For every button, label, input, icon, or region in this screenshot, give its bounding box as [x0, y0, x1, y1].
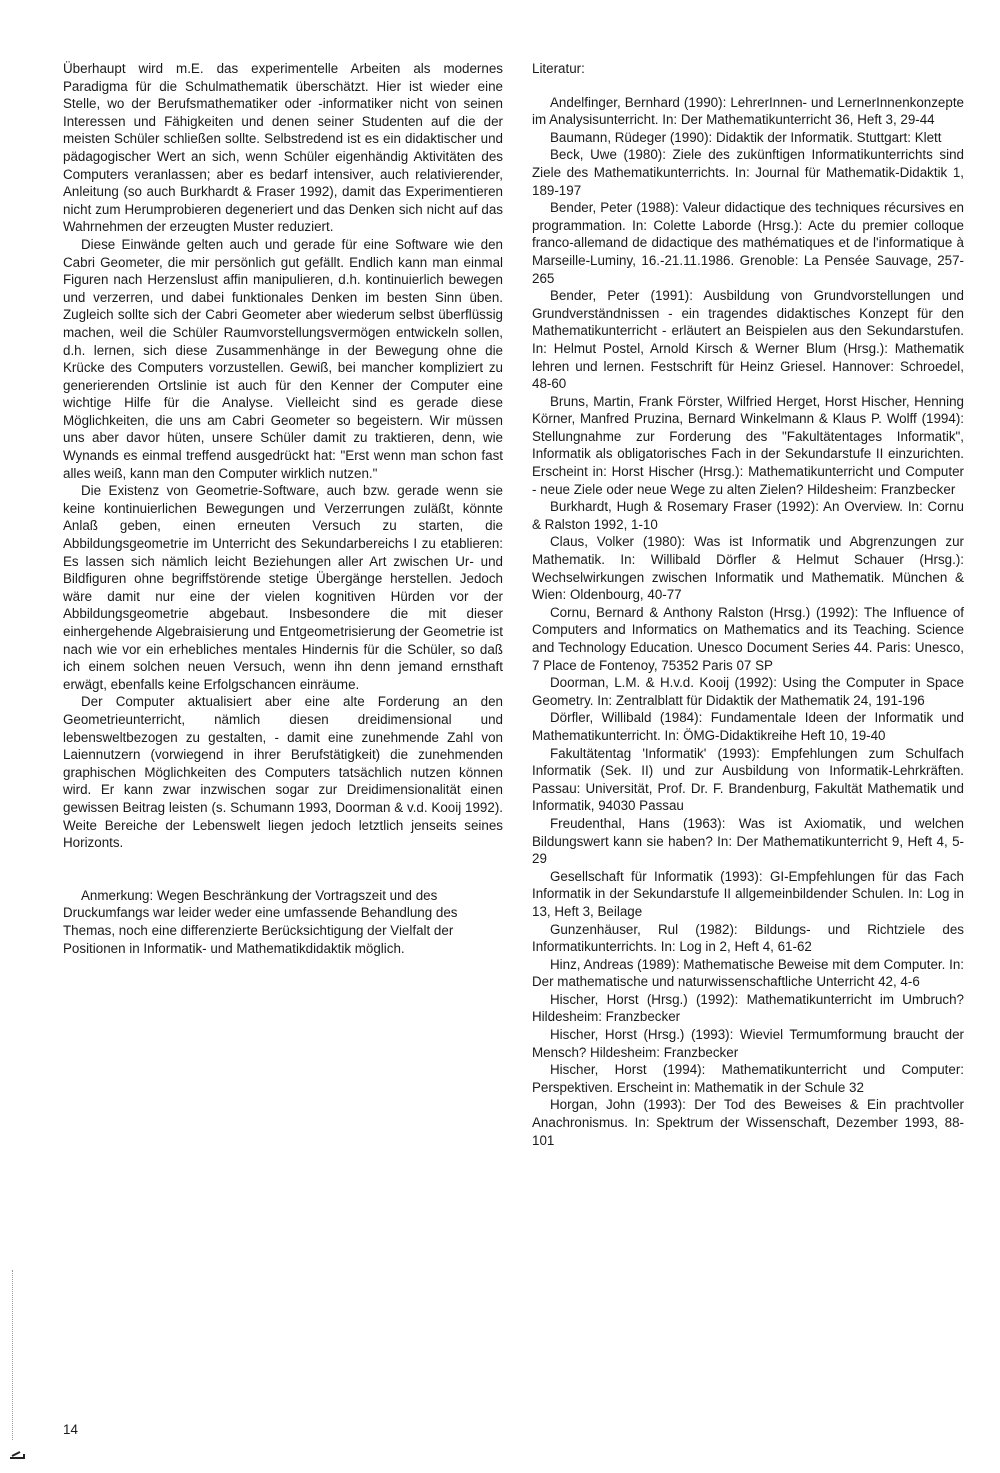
page-number: 14	[63, 1422, 78, 1437]
reference-entry: Fakultätentag 'Informatik' (1993): Empfehlungen zum Schulfach Informatik (Sek. II) und zur Ausbildung von Informatik-Lehrkräften. Passau: Universität, Prof. Dr. F. Brandenburg, Fakultät Mathematik und Informatik, 94030 Passau	[532, 745, 964, 814]
reference-entry: Bruns, Martin, Frank Förster, Wilfried Herget, Horst Hischer, Henning Körner, Manfred Pruzina, Bernard Winkelmann & Klaus P. Wolff (1994): Stellungnahme zur Forderung des "Fakultätentages Informatik", Informatik als obligatorisches Fach in der Sekundarstufe II einzurichten. Erscheint in: Horst Hischer (Hrsg.): Mathematikunterricht und Computer - neue Ziele oder neue Wege zu alten Zielen? Hildesheim: Franzbecker	[532, 393, 964, 497]
scan-edge-line	[12, 1270, 14, 1440]
reference-entry: Hinz, Andreas (1989): Mathematische Beweise mit dem Computer. In: Der mathematische und naturwissenschaftliche Unterricht 42, 4-6	[532, 956, 964, 990]
reference-entry: Dörfler, Willibald (1984): Fundamentale Ideen der Informatik und Mathematikunterricht. In: ÖMG-Didaktikreihe Heft 10, 19-40	[532, 710, 964, 743]
body-paragraph: Der Computer aktualisiert aber eine alte Forderung an den Geometrieunterricht, nämlich diesen dreidimensional und lebensweltbezogen zu gestalten, - damit eine zunehmende Zahl von Laiennutzern (vorwiegend in ihrer Berufstätigkeit) die zunehmenden graphischen Möglichkeiten des Computers tatsächlich nutzen können wird. Er kann zwar inzwischen sogar zur Dreidimensionalität einen gewissen Beitrag leisten (s. Schumann 1993, Doorman & v.d. Kooij 1992). Weite Bereiche der Lebenswelt liegen jedoch letztlich jenseits seines Horizonts.	[63, 694, 503, 851]
reference-entry: Andelfinger, Bernhard (1990): LehrerInnen- und LernerInnenkonzepte im Analysisunterricht. In: Der Mathematikunterricht 36, Heft 3, 29-44	[532, 94, 964, 128]
reference-entry: Bender, Peter (1991): Ausbildung von Grundvorstellungen und Grundverständnissen - ein tragendes didaktisches Konzept für den Mathematikunterricht - erläutert an Beispielen aus den Sekundarstufen. In: Helmut Postel, Arnold Kirsch & Werner Blum (Hrsg.): Mathematik lehren und lernen. Festschrift für Heinz Griesel. Hannover: Schroedel, 48-60	[532, 288, 964, 392]
left-column	[63, 60, 503, 957]
reference-entry: Doorman, L.M. & H.v.d. Kooij (1992): Using the Computer in Space Geometry. In: Zentralblatt für Didaktik der Mathematik 24, 191-196	[532, 675, 964, 708]
body-paragraph: Diese Einwände gelten auch und gerade für eine Software wie den Cabri Geometer, die mir persönlich gut gefällt. Endlich kann man einmal Figuren nach Herzenslust affin manipulieren, d.h. kontinuierlich bewegen und verzerren, und dabei funktionales Denken im besten Sinn üben. Zugleich sollte sich der Cabri Geometer aber wiederum selbst überflüssig machen, weil die Schüler Raumvorstellungsvermögen entwickeln sollen, d.h. lernen, sich diese Zusammenhänge in der Bewegung ohne die Krücke des Computers vorzustellen. Gewiß, bei mancher kompliziert zu generierenden Ortslinie ist auch für den Kenner der Computer eine wichtige Hilfe für die Analyse. Vielleicht sind es gerade diese Möglichkeiten, die uns am Cabri Geometer so begeistern. Wir müssen uns aber davor hüten, unsere Schüler damit zu traktieren, denn, wie Wynands es einmal treffend ausgedrückt hat: "Erst wenn man schon fast alles weiß, kann man den Computer wirklich nutzen."	[63, 236, 503, 481]
body-paragraph: Die Existenz von Geometrie-Software, auch bzw. gerade wenn sie keine kontinuierlichen Bewegungen und Verzerrungen zuläßt, könnte Anlaß geben, einen erneuten Versuch zu starten, die Abbildungsgeometrie im Unterricht des Sekundarbereichs I zu etablieren: Es lassen sich nämlich leicht Beziehungen aller Art zwischen Ur- und Bildfiguren ohne begriffstörende stetige Übergänge herstellen. Jedoch wäre damit nur eine der vielen kognitiven Hürden vor der Abbildungsgeometrie abgebaut. Insbesondere die mit dieser einhergehende Algebraisierung und Entgeometrisierung der Geometrie ist nach wie vor ein erhebliches mentales Hindernis für die Schüler, so daß ich einem solchen neuen Versuch, wenn ihn denn jemand ernsthaft erwägt, ebenfalls keine Erfolgschancen einräume.	[63, 483, 503, 692]
reference-entry: Burkhardt, Hugh & Rosemary Fraser (1992): An Overview. In: Cornu & Ralston 1992, 1-10	[532, 499, 964, 532]
references-heading: Literatur:	[532, 61, 585, 76]
reference-entry: Hischer, Horst (1994): Mathematikunterricht und Computer: Perspektiven. Erscheint in: Mathematik in der Schule 32	[532, 1062, 964, 1095]
reference-entry: Hischer, Horst (Hrsg.) (1993): Wieviel Termumformung braucht der Mensch? Hildesheim: Franzbecker	[532, 1027, 964, 1060]
corner-mark-icon	[8, 1442, 26, 1460]
reference-entry: Cornu, Bernard & Anthony Ralston (Hrsg.) (1992): The Influence of Computers and Informatics on Mathematics and its Teaching. Science and Technology Education. Unesco Document Series 44. Paris: Unesco, 7 Place de Fontenoy, 75352 Paris 07 SP	[532, 604, 964, 673]
reference-entry: Gesellschaft für Informatik (1993): GI-Empfehlungen für das Fach Informatik in der Sekundarstufe II allgemeinbildender Schulen. In: Log in 13, Heft 3, Beilage	[532, 868, 964, 919]
reference-entry: Gunzenhäuser, Rul (1982): Bildungs- und Richtziele des Informatikunterrichts. In: Log in 2, Heft 4, 61-62	[532, 921, 964, 955]
body-paragraph: Überhaupt wird m.E. das experimentelle Arbeiten als modernes Paradigma für die Schulmathematik überschätzt. Hier ist wieder eine Stelle, wo der Berufsmathematiker oder -informatiker nicht von seinen Interessen und Fähigkeiten und denen seiner Studenten auf die der meisten Schüler schließen sollte. Selbstredend ist es ein didaktischer und pädagogischer Wert an sich, wenn Schüler eigenhändig Aktivitäten des Computers veranlassen; aber es bedarf intensiver, auch relativierender, Anleitung (so auch Burkhardt & Fraser 1992), damit das Experimentieren nicht zum Herumprobieren degeneriert und das Denken sich nicht auf das Wahrnehmen der erzeugten Muster reduziert.	[63, 61, 503, 235]
reference-entry: Hischer, Horst (Hrsg.) (1992): Mathematikunterricht im Umbruch? Hildesheim: Franzbecker	[532, 991, 964, 1025]
footnote-remark: Anmerkung: Wegen Beschränkung der Vortragszeit und des Druckumfangs war leider weder eine umfassende Behandlung des Themas, noch eine differenzierte Berücksichtigung der Vielfalt der Positionen in Informatik- und Mathematikdidaktik möglich.	[63, 887, 458, 956]
reference-entry: Bender, Peter (1988): Valeur didactique des techniques récursives en programmation. In: Colette Laborde (Hrsg.): Acte du premier colloque franco-allemand de didactique des mathématiques et de l'informatique à Marseille-Luminy, 16.-21.11.1986. Grenoble: La Pensée Sauvage, 257-265	[532, 200, 964, 286]
reference-entry: Baumann, Rüdeger (1990): Didaktik der Informatik. Stuttgart: Klett	[550, 129, 942, 145]
right-column-references	[532, 60, 964, 1149]
reference-entry: Beck, Uwe (1980): Ziele des zukünftigen Informatikunterrichts sind Ziele des Mathematikunterrichts. In: Journal für Mathematik-Didaktik 1, 189-197	[532, 147, 964, 198]
reference-entry: Claus, Volker (1980): Was ist Informatik und Abgrenzungen zur Mathematik. In: Willibald Dörfler & Helmut Schauer (Hrsg.): Wechselwirkungen zwischen Informatik und Mathematik. München & Wien: Oldenbourg, 40-77	[532, 534, 964, 603]
reference-entry: Horgan, John (1993): Der Tod des Beweises & Ein prachtvoller Anachronismus. In: Spektrum der Wissenschaft, Dezember 1993, 88-101	[532, 1097, 964, 1148]
reference-entry: Freudenthal, Hans (1963): Was ist Axiomatik, und welchen Bildungswert kann sie haben? In: Der Mathematikunterricht 9, Heft 4, 5-29	[532, 815, 964, 867]
